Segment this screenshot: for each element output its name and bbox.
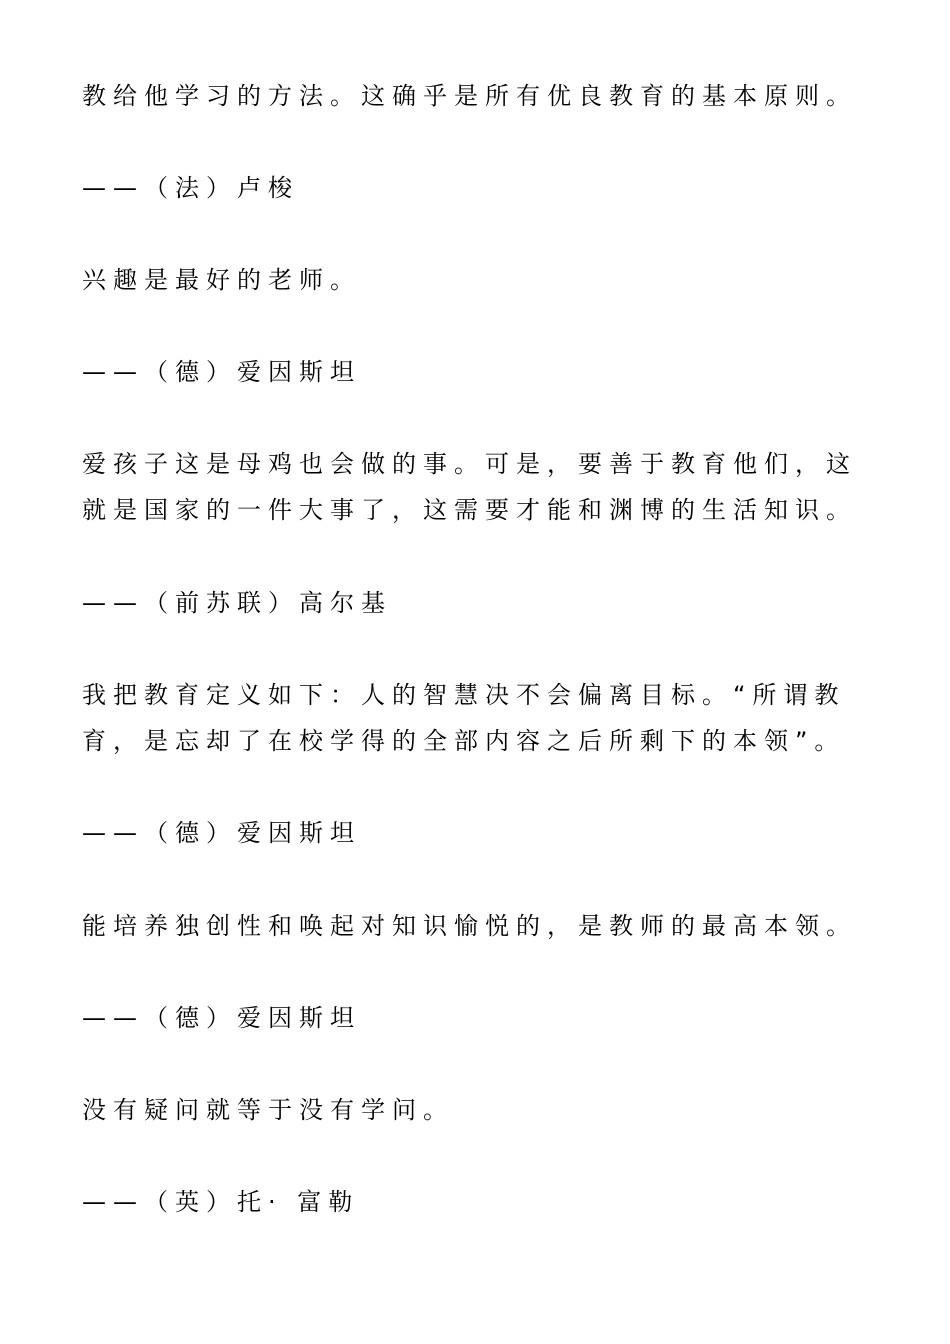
quote-text-line: 兴趣是最好的老师。 — [82, 266, 361, 294]
quote-text-line: 没有疑问就等于没有学问。 — [82, 1096, 454, 1124]
quote-attribution: ——（德）爱因斯坦 — [82, 819, 361, 847]
quote-text-line: 能培养独创性和唤起对知识愉悦的，是教师的最高本领。 — [82, 912, 857, 940]
quote-attribution: ——（前苏联）高尔基 — [82, 589, 392, 617]
quote-attribution: ——（英）托· 富勒 — [82, 1188, 360, 1216]
quote-text-line: 爱孩子这是母鸡也会做的事。可是，要善于教育他们，这 — [82, 450, 857, 478]
quote-attribution: ——（德）爱因斯坦 — [82, 358, 361, 386]
quote-text-line: 育，是忘却了在校学得的全部内容之后所剩下的本领”。 — [82, 727, 846, 755]
quote-text-line: 就是国家的一件大事了，这需要才能和渊博的生活知识。 — [82, 496, 857, 524]
quote-attribution: ——（德）爱因斯坦 — [82, 1004, 361, 1032]
quote-text-line: 教给他学习的方法。这确乎是所有优良教育的基本原则。 — [82, 82, 857, 110]
quote-text-line: 我把教育定义如下：人的智慧决不会偏离目标。“所谓教 — [82, 681, 846, 709]
quote-attribution: ——（法）卢梭 — [82, 174, 299, 202]
